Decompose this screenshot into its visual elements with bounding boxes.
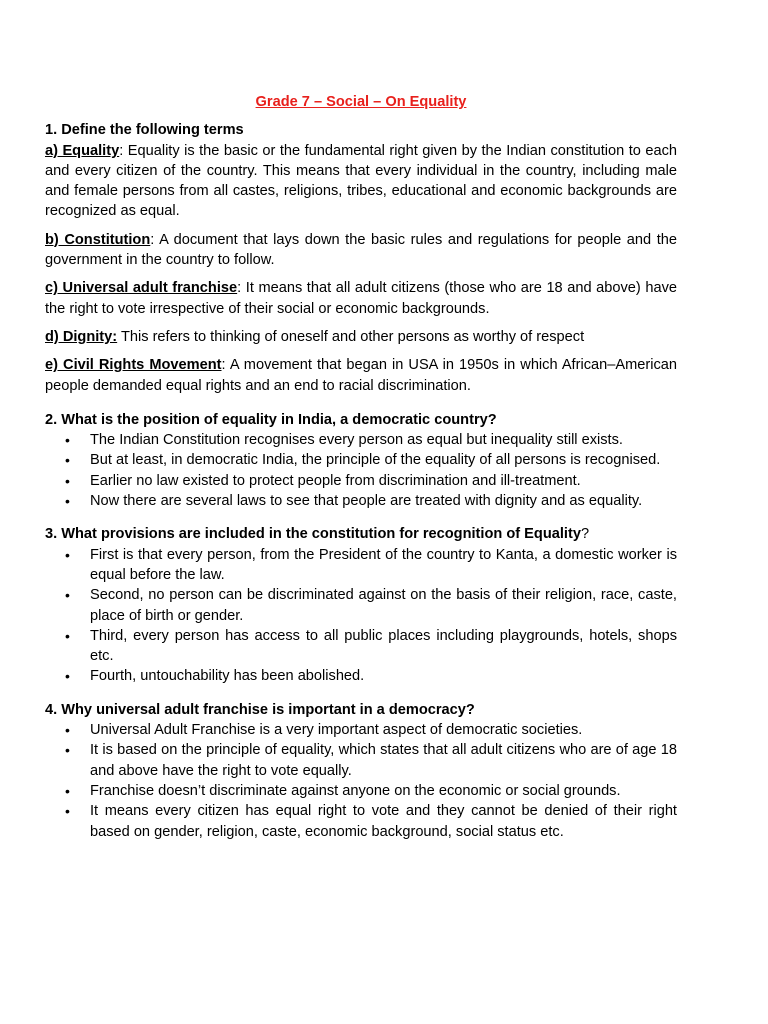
bullet-icon: •: [65, 782, 70, 799]
list-item: [45, 720, 677, 740]
definition-separator: :: [150, 231, 155, 248]
list-item-text: It means every citizen has equal right to vote and they cannot be denied of their right based on gender, religion, caste, economic background, social status etc.: [90, 803, 677, 840]
definition-dignity: [45, 327, 677, 347]
definition-text: This refers to thinking of oneself and other persons as worthy of respect: [117, 328, 585, 345]
list-item-text: Now there are several laws to see that people are treated with dignity and as equality.: [90, 493, 643, 510]
bullet-icon: •: [65, 627, 70, 644]
list-item-text: Third, every person has access to all public places including playgrounds, hotels, shops etc.: [90, 627, 677, 665]
bullet-icon: •: [65, 742, 70, 759]
list-item: [45, 740, 677, 781]
bullet-icon: •: [65, 432, 70, 449]
list-item: [45, 585, 677, 626]
list-item: [45, 781, 677, 801]
definition-text: A document that lays down the basic rules and regulations for people and the government in the country to follow.: [45, 231, 677, 269]
question-4-heading: 4. Why universal adult franchise is important in a democracy?: [45, 701, 475, 718]
bullet-icon: •: [65, 493, 70, 510]
bullet-icon: •: [65, 546, 70, 563]
document-title: Grade 7 – Social – On Equality: [255, 94, 467, 110]
definition-universal-adult-franchise: [45, 278, 677, 319]
list-item: [45, 471, 677, 491]
list-item-text: Second, no person can be discriminated against on the basis of their religion, race, caste, place of birth or gender.: [90, 587, 677, 624]
list-item-text: The Indian Constitution recognises every person as equal but inequality still exists.: [90, 432, 623, 449]
question-2-answer-list: [45, 430, 677, 511]
bullet-icon: •: [65, 722, 70, 739]
question-3-answer-list: [45, 545, 677, 687]
list-item-text: Universal Adult Franchise is a very important aspect of democratic societies.: [90, 722, 583, 739]
document-page: [45, 92, 677, 842]
list-item-text: But at least, in democratic India, the principle of the equality of all persons is recognised.: [90, 452, 661, 469]
section-heading-definitions: 1. Define the following terms: [45, 122, 244, 139]
definition-separator: :: [237, 280, 242, 297]
list-item: [45, 666, 677, 686]
list-item: [45, 450, 677, 470]
definition-text: Equality is the basic or the fundamental right given by the Indian constitution to each and every citizen of the country. This means that every individual in the country, including male and female persons from all castes, religions, tribes, educational and economic backgrounds are recognized as equal.: [45, 142, 678, 220]
question-3-heading: [45, 524, 677, 544]
question-text: 3. What provisions are included in the constitution for recognition of Equality: [45, 526, 581, 543]
definition-term: a) Equality: [45, 142, 120, 159]
list-item-text: Franchise doesn’t discriminate against anyone on the economic or social grounds.: [90, 782, 621, 799]
definition-equality: [45, 141, 677, 222]
bullet-icon: •: [65, 803, 70, 820]
list-item-text: It is based on the principle of equality, which states that all adult citizens who are of age 18 and above have the right to vote equally.: [90, 742, 677, 779]
definition-civil-rights-movement: [45, 355, 677, 396]
list-item-text: Fourth, untouchability has been abolished.: [90, 668, 365, 685]
definition-term: c) Universal adult franchise: [45, 280, 238, 297]
list-item: [45, 626, 677, 667]
definition-constitution: [45, 230, 677, 271]
question-2-heading: [45, 410, 677, 430]
bullet-icon: •: [65, 587, 70, 604]
question-tail: ?: [580, 526, 590, 543]
list-item-text: First is that every person, from the President of the country to Kanta, a domestic worker is equal before the law.: [90, 546, 677, 583]
definition-term: d) Dignity:: [45, 328, 118, 345]
definition-text: A movement that began in USA in 1950s in which African–American people demanded equal rights and an end to racial discrimination.: [45, 357, 678, 394]
definition-separator: :: [221, 357, 226, 374]
bullet-icon: •: [65, 452, 70, 469]
definition-separator: :: [119, 142, 124, 159]
list-item: [45, 491, 677, 511]
list-item-text: Earlier no law existed to protect people from discrimination and ill-treatment.: [90, 472, 581, 489]
definition-term: b) Constitution: [45, 231, 151, 248]
definition-term: e) Civil Rights Movement: [45, 357, 222, 374]
question-4-answer-list: [45, 720, 677, 842]
bullet-icon: •: [65, 472, 70, 489]
question-text: . What is the position of equality in India, a democratic country?: [53, 411, 497, 428]
list-item: [45, 801, 677, 842]
list-item: [45, 430, 677, 450]
bullet-icon: •: [65, 668, 70, 685]
definition-text: It means that all adult citizens (those who are 18 and above) have the right to vote irrespective of their social or economic backgrounds.: [45, 280, 677, 317]
list-item: [45, 545, 677, 586]
question-number: 2: [45, 411, 54, 428]
